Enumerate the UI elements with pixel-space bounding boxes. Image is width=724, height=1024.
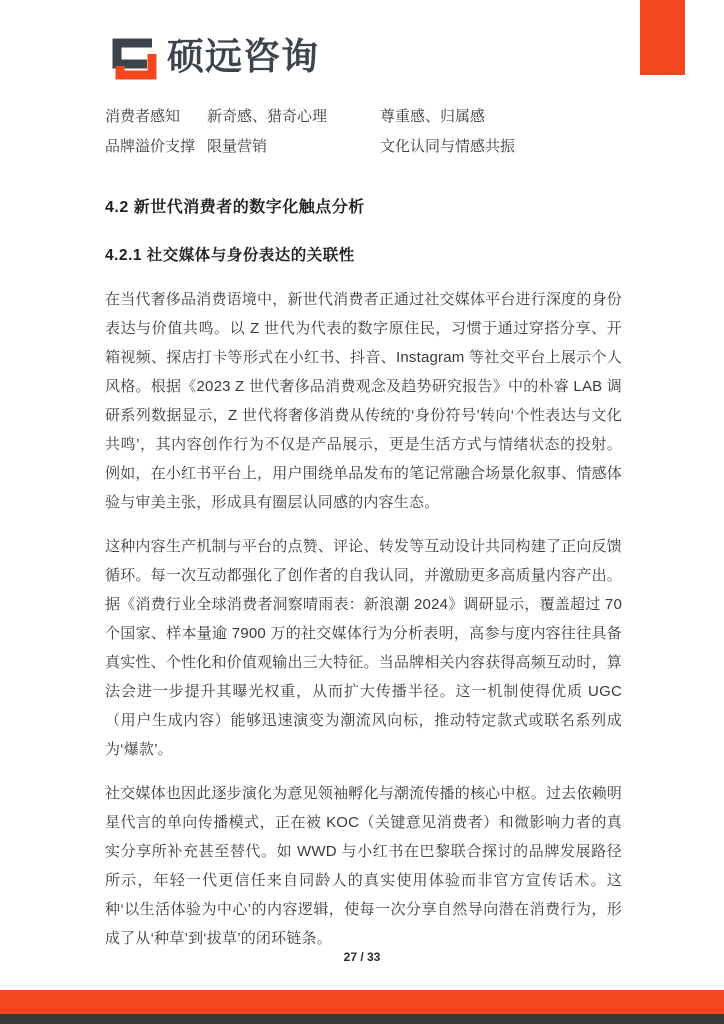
table-row	[105, 100, 622, 130]
page-number: 27 / 33	[343, 950, 381, 964]
body-paragraph: 社交媒体也因此逐步演化为意见领袖孵化与潮流传播的核心中枢。过去依赖明星代言的单向传播模式，正在被 KOC（关键意见消费者）和微影响力者的真实分享所补充甚至替代。如 WWD 与小红书在巴黎联合探讨的品牌发展路径所示，年轻一代更信任来自同龄人的真实使用体验而非官方宣传话术。这种‘以生活体验为中心’的内容逻辑，使每一次分享自然导向潜在消费行为，形成了从‘种草’到‘拔草’的闭环链条。	[105, 785, 622, 947]
bottom-dark-strip	[0, 1014, 724, 1024]
table-cell: 消费者感知	[105, 107, 181, 125]
subsection-heading: 4.2.1 社交媒体与身份表达的关联性	[105, 247, 355, 264]
table-cell: 新奇感、猎奇心理	[207, 107, 328, 125]
page-content	[105, 0, 622, 953]
logo	[105, 32, 622, 82]
table-cell: 品牌溢价支撑	[105, 137, 196, 155]
top-right-accent-block	[640, 0, 685, 75]
bottom-accent-bar	[0, 990, 724, 1014]
attribute-table	[105, 100, 622, 160]
section-heading: 4.2 新世代消费者的数字化触点分析	[105, 199, 365, 216]
company-name: 硕远咨询	[167, 36, 319, 77]
body-paragraph: 在当代奢侈品消费语境中，新世代消费者正通过社交媒体平台进行深度的身份表达与价值共鸣。以 Z 世代为代表的数字原住民，习惯于通过穿搭分享、开箱视频、探店打卡等形式在小红书、抖音、Instagram 等社交平台上展示个人风格。根据《2023 Z 世代奢侈品消费观念及趋势研究报告》中的朴睿 LAB 调研系列数据显示，Z 世代将奢侈消费从传统的‘身份符号’转向‘个性表达与文化共鸣’，其内容创作行为不仅是产品展示，更是生活方式与情绪状态的投射。例如，在小红书平台上，用户围绕单品发布的笔记常融合场景化叙事、情感体验与审美主张，形成具有圈层认同感的内容生态。	[105, 291, 622, 511]
body-paragraph: 这种内容生产机制与平台的点赞、评论、转发等互动设计共同构建了正向反馈循环。每一次互动都强化了创作者的自我认同，并激励更多高质量内容产出。据《消费行业全球消费者洞察晴雨表：新浪潮 2024》调研显示，覆盖超过 70 个国家、样本量逾 7900 万的社交媒体行为分析表明，高参与度内容往往具备真实性、个性化和价值观输出三大特征。当品牌相关内容获得高频互动时，算法会进一步提升其曝光权重，从而扩大传播半径。这一机制使得优质 UGC（用户生成内容）能够迅速演变为潮流风向标，推动特定款式或联名系列成为‘爆款’。	[105, 538, 622, 758]
table-cell: 文化认同与情感共振	[380, 137, 516, 155]
company-logo-icon	[105, 35, 157, 83]
table-cell: 限量营销	[207, 137, 268, 155]
table-row	[105, 130, 622, 160]
table-cell: 尊重感、归属感	[380, 107, 486, 125]
